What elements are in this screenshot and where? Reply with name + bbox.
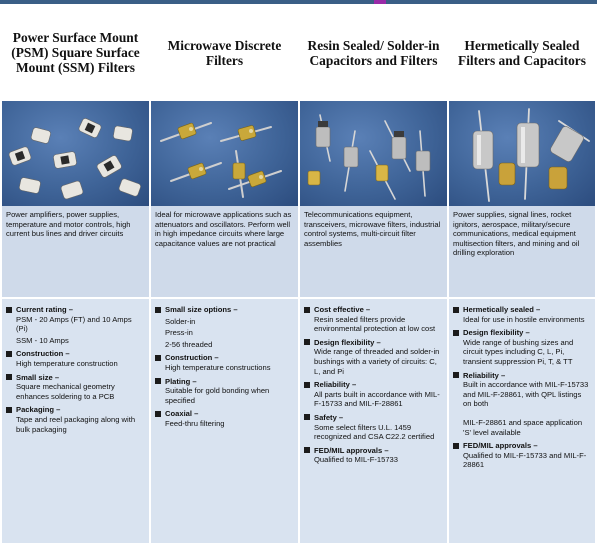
feature-list [2, 299, 149, 543]
feature-item: Plating – Suitable for gold bonding when specified [155, 377, 294, 406]
bullet-square-icon [155, 378, 161, 384]
bullet-square-icon [6, 407, 12, 413]
feature-item: Construction – High temperature construction [6, 349, 145, 368]
bullet-square-icon [304, 307, 310, 313]
feature-item: Small size – Square mechanical geometry enhances soldering to a PCB [6, 373, 145, 402]
product-photo-psm-ssm [2, 101, 149, 206]
bullet-square-icon [6, 307, 12, 313]
feature-item: Design flexibility – Wide range of bushing sizes and circuit types including C, L, Pi, transient suppression Pi, T, & TT [453, 328, 591, 366]
column-heading: Power Surface Mount (PSM) Square Surface Mount (SSM) Filters [11, 30, 140, 75]
product-photo-hermetic [449, 101, 595, 206]
feature-item: Packaging – Tape and reel packaging along with bulk packaging [6, 405, 145, 434]
feature-item: Hermetically sealed – Ideal for use in hostile environments [453, 305, 591, 324]
bullet-square-icon [304, 414, 310, 420]
column-psm-ssm-filters [2, 4, 149, 543]
bullet-square-icon [304, 339, 310, 345]
column-description: Power amplifiers, power supplies, temperature and motor controls, high current bus lines and driver circuits [2, 206, 149, 297]
feature-item: Coaxial – Feed-thru filtering [155, 409, 294, 428]
bullet-square-icon [453, 372, 459, 378]
bullet-square-icon [6, 351, 12, 357]
column-description: Power supplies, signal lines, rocket ignitors, aerospace, military/secure communications, medical equipment multisection filters, and mining and oil drilling exploration [449, 206, 595, 297]
column-heading: Resin Sealed/ Solder-in Capacitors and Filters [307, 37, 440, 68]
feature-item: Reliability – All parts built in accordance with MIL-F-15733 and MIL-F-28861 [304, 380, 443, 409]
bullet-square-icon [155, 355, 161, 361]
feature-item: Current rating – PSM - 20 Amps (FT) and 10 Amps (Pi) SSM - 10 Amps [6, 305, 145, 345]
bullet-square-icon [155, 307, 161, 313]
feature-item: Reliability – Built in accordance with MIL-F-15733 and MIL-F-28861, with QPL listings on both MIL-F-28861 and space application 'S' level available [453, 371, 591, 438]
bullet-square-icon [304, 382, 310, 388]
bullet-square-icon [453, 330, 459, 336]
column-microwave-discrete-filters [151, 4, 298, 543]
bullet-square-icon [304, 447, 310, 453]
feature-list [449, 299, 595, 543]
feature-item: Design flexibility – Wide range of threaded and solder-in bushings with a variety of circuits: C, L, and Pi [304, 338, 443, 376]
bullet-square-icon [155, 411, 161, 417]
feature-item: Construction – High temperature constructions [155, 353, 294, 372]
feature-item: Small size options – Solder-in Press-in 2-56 threaded [155, 305, 294, 349]
bullet-square-icon [453, 443, 459, 449]
column-heading: Microwave Discrete Filters [167, 37, 282, 68]
column-hermetically-sealed-filters [449, 4, 595, 543]
column-description: Telecommunications equipment, transceivers, microwave filters, industrial control systems, multi-circuit filter assemblies [300, 206, 447, 297]
feature-item: Safety – Some select filters U.L. 1459 recognized and CSA C22.2 certified [304, 413, 443, 442]
bullet-square-icon [6, 374, 12, 380]
product-photo-microwave [151, 101, 298, 206]
feature-item: FED/MIL approvals – Qualified to MIL-F-15733 and MIL-F-28861 [453, 441, 591, 470]
column-heading: Hermetically Sealed Filters and Capacitors [458, 37, 586, 68]
feature-item: Cost effective – Resin sealed filters provide environmental protection at low cost [304, 305, 443, 334]
feature-list [151, 299, 298, 543]
product-photo-resin-sealed [300, 101, 447, 206]
column-description: Ideal for microwave applications such as attenuators and oscillators. Perform well in high impedance circuits where large capacitance values are not practical [151, 206, 298, 297]
column-resin-sealed-filters [300, 4, 447, 543]
bullet-square-icon [453, 307, 459, 313]
feature-list [300, 299, 447, 543]
feature-item: FED/MIL approvals – Qualified to MIL-F-15733 [304, 446, 443, 465]
